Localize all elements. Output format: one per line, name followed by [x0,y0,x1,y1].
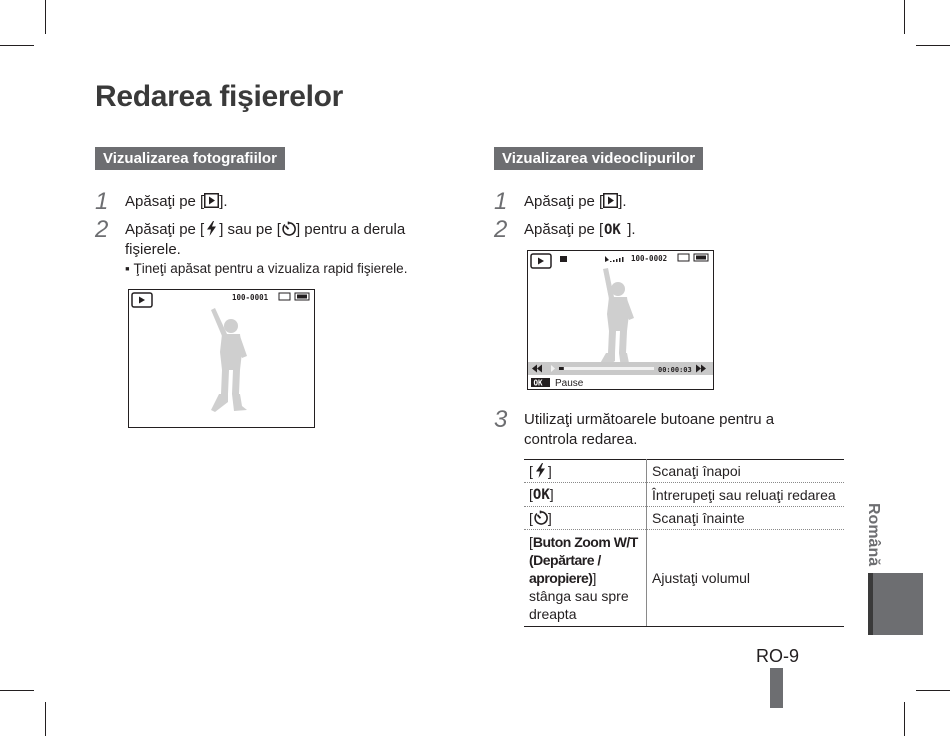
language-label: Română [865,503,882,567]
step-2-text [524,220,636,240]
table-key-cell: [Buton Zoom W/T (Depărtare / apropiere)] stânga sau spre dreapta [524,530,647,627]
pause-label: Pause [555,378,584,389]
language-tab-stripe [868,573,873,635]
step-text: Utilizaţi următoarele butoane pentru a [524,411,775,428]
ok-key-text: OK [532,487,550,503]
table-action-cell: Întrerupeţi sau reluaţi redarea [647,483,845,507]
step-number: 3 [494,406,508,433]
step-number: 1 [95,188,109,215]
crop-mark [916,45,950,46]
progress-track [559,367,654,370]
person-silhouette [211,308,247,412]
file-number: 100-0002 [631,254,668,263]
step-text: ]. [618,193,627,210]
ok-badge: OK [533,378,543,388]
crop-mark [0,45,34,46]
controls-table [524,459,844,627]
bullet-icon: ▪ [125,261,134,276]
section-heading-videos: Vizualizarea videoclipurilor [494,147,703,170]
ok-icon [603,221,627,236]
crop-mark [45,0,46,34]
step-text: Apăsaţi pe [ [125,193,205,210]
language-tab [868,573,923,635]
table-action-cell: Ajustaţi volumul [647,530,845,627]
crop-mark [904,702,905,736]
svg-text:OK: OK [604,222,622,236]
table-key-cell: [ ] [524,507,647,530]
video-playback-screen [527,250,714,390]
table-row [524,530,844,627]
page-marker-bar [770,668,783,708]
step-text: ] sau pe [ [219,221,281,238]
table-action-cell: Scanaţi înainte [647,507,845,530]
person-silhouette [598,268,634,369]
tip-bullet [125,261,407,276]
step-text: ]. [627,221,636,238]
flash-icon [533,463,548,478]
page-title: Redarea fişierelor [95,80,344,113]
crop-mark [45,702,46,736]
table-row [524,483,844,507]
play-icon [603,193,618,208]
photo-screen-illustration [129,290,314,427]
file-number: 100-0001 [232,293,269,302]
step-number: 2 [95,216,109,243]
crop-mark [0,690,34,691]
table-action-cell: Scanaţi înapoi [647,460,845,483]
zoom-key-text: Buton Zoom W/T (Depărtare / apropiere) [529,534,638,586]
crop-mark [916,690,950,691]
step-text: ]. [219,193,228,210]
step-3-text [524,410,774,450]
self-timer-icon [281,221,296,236]
crop-mark [904,0,905,34]
table-key-cell: [ ] [524,460,647,483]
table-row [524,460,844,483]
self-timer-icon [533,510,548,525]
page-number: RO-9 [756,646,800,666]
play-icon [204,193,219,208]
step-text: Apăsaţi pe [ [524,221,604,238]
section-heading-photos: Vizualizarea fotografiilor [95,147,285,170]
step-number: 2 [494,216,508,243]
step-text: Apăsaţi pe [ [524,193,604,210]
video-screen-illustration [528,251,713,389]
step-text: ] pentru a derula [295,221,406,238]
tip-text: Ţineţi apăsat pentru a vizualiza rapid fişierele. [133,261,408,276]
time-readout: 00:00:03 [658,366,692,374]
flash-icon [204,221,219,236]
language-tab-label [862,503,884,573]
step-text: Apăsaţi pe [ [125,221,205,238]
zoom-key-rest: stânga sau spre dreapta [529,588,629,622]
step-number: 1 [494,188,508,215]
step-text: fişierele. [125,241,181,258]
step-2-text [125,220,405,260]
table-key-cell: [OK] [524,483,647,507]
table-row [524,507,844,530]
step-1-text [125,192,228,212]
progress-fill [559,367,564,370]
photo-playback-screen [128,289,315,428]
step-text: controla redarea. [524,431,638,448]
step-1-text [524,192,627,212]
